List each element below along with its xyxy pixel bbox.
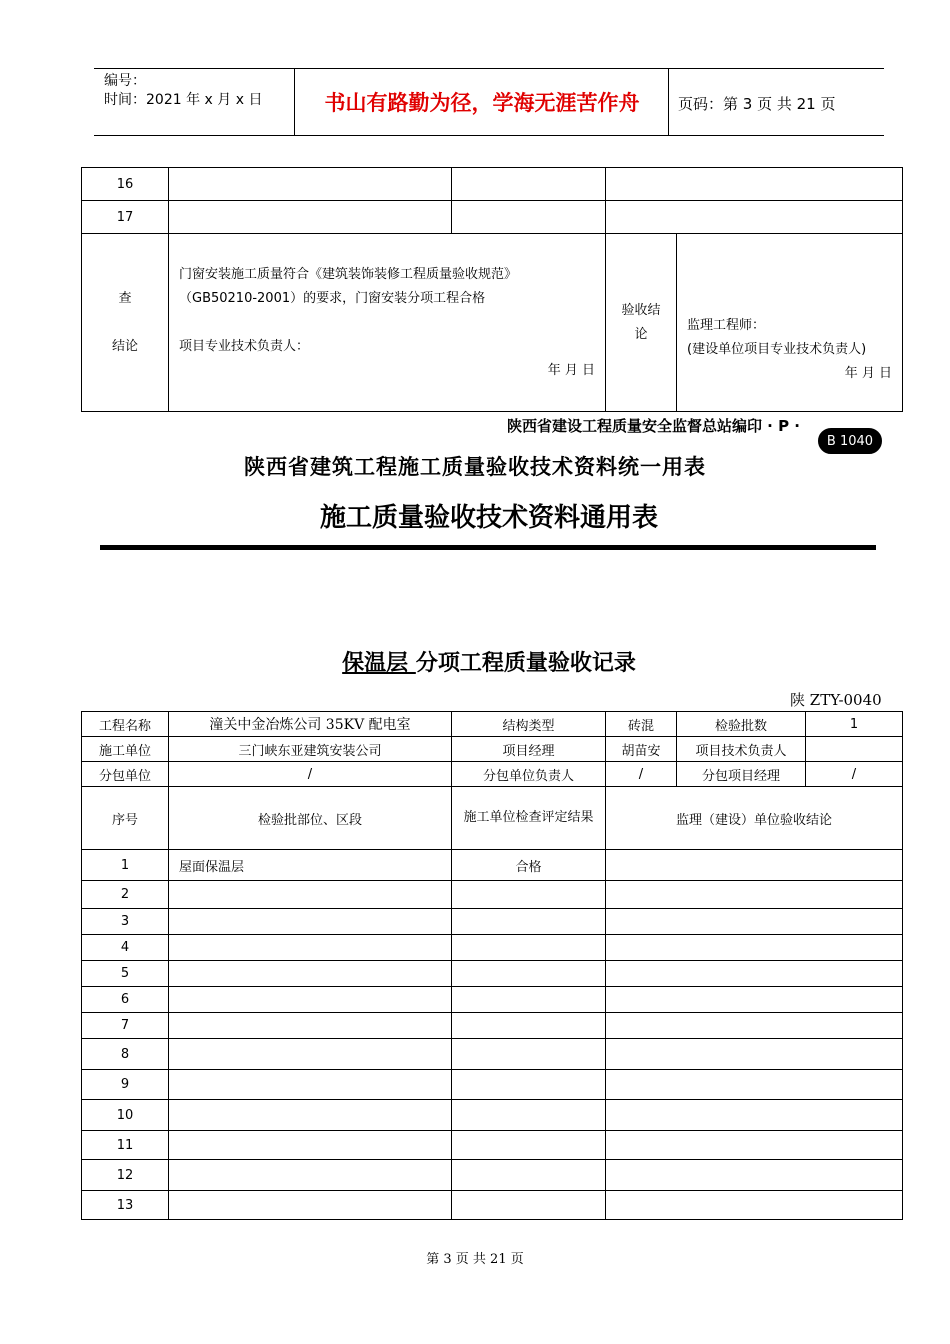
title-rule: [100, 545, 876, 550]
location-cell: [169, 909, 452, 935]
location-cell: [169, 1039, 452, 1070]
table-row: [82, 881, 903, 909]
row-number: 16: [82, 168, 169, 201]
conclusion-label: 结论: [111, 338, 138, 354]
publisher-line: 陕西省建设工程质量安全监督总站编印 · P ·: [506, 417, 800, 435]
cell: [606, 201, 903, 234]
table-row: [82, 1070, 903, 1100]
conclusion-cell: [606, 1013, 903, 1039]
table-row: [82, 1160, 903, 1191]
col-contractor-eval: 施工单位检查评定结果: [452, 787, 606, 850]
seq-cell: 8: [82, 1039, 169, 1070]
batch-count-value: 1: [806, 712, 903, 737]
conclusion-cell: [606, 909, 903, 935]
eval-cell: [452, 881, 606, 909]
conclusion-cell: [606, 1100, 903, 1131]
table-row: [82, 1191, 903, 1220]
header-meta: [104, 72, 262, 110]
project-name-label: 工程名称: [82, 712, 169, 737]
previous-record-table: [81, 167, 903, 412]
signature-label: 项目专业技术负责人：: [179, 338, 310, 354]
title-secondary: 施工质量验收技术资料通用表: [319, 503, 658, 533]
eval-cell: [452, 987, 606, 1013]
eval-cell: 合格: [452, 850, 606, 881]
supervisor-conclusion: [677, 234, 903, 412]
page-footer: 第 3 页 共 21 页: [426, 1252, 524, 1267]
location-cell: [169, 1070, 452, 1100]
eval-cell: [452, 1131, 606, 1160]
cell: [169, 201, 452, 234]
record-title: [0, 646, 950, 677]
check-label: 查: [118, 290, 132, 306]
eval-cell: [452, 1160, 606, 1191]
conclusion-cell: [606, 987, 903, 1013]
cell: [452, 168, 606, 201]
supervisor-sub: (建设单位项目专业技术负责人): [687, 341, 867, 357]
time-label: 时间：2021 年 x 月 x 日: [104, 92, 263, 108]
contractor-label: 施工单位: [82, 737, 169, 762]
location-cell: [169, 961, 452, 987]
eval-cell: [452, 1100, 606, 1131]
form-badge: B 1040: [818, 428, 882, 454]
form-code: 陕 ZTY-0040: [790, 691, 882, 709]
conclusion-cell: [606, 961, 903, 987]
check-conclusion-label: [82, 234, 169, 412]
seq-cell: 1: [82, 850, 169, 881]
sub-value: /: [169, 762, 452, 787]
sub-pm-label: 分包项目经理: [677, 762, 806, 787]
tech-lead-value: [806, 737, 903, 762]
cell: [452, 201, 606, 234]
seq-cell: 6: [82, 987, 169, 1013]
conclusion-cell: [606, 1070, 903, 1100]
col-location: 检验批部位、区段: [169, 787, 452, 850]
col-supervision: 监理（建设）单位验收结论: [606, 787, 903, 850]
project-name: 潼关中金冶炼公司 35KV 配电室: [169, 712, 452, 737]
info-row: [82, 712, 903, 737]
cell: [606, 168, 903, 201]
sub-lead-value: /: [606, 762, 677, 787]
seq-cell: 10: [82, 1100, 169, 1131]
table-row: [82, 961, 903, 987]
conclusion-cell: [606, 935, 903, 961]
seq-cell: 7: [82, 1013, 169, 1039]
table-row: [82, 987, 903, 1013]
cell: [169, 168, 452, 201]
table-row: [82, 935, 903, 961]
conclusion-row: [82, 234, 903, 412]
contractor-conclusion: [169, 234, 606, 412]
column-header-row: [82, 787, 903, 850]
info-row: [82, 737, 903, 762]
page-info: 页码：第 3 页 共 21 页: [678, 95, 836, 113]
sub-label: 分包单位: [82, 762, 169, 787]
record-table: [81, 711, 903, 1220]
supervisor-label: 监理工程师：: [687, 317, 766, 333]
table-row: [82, 1131, 903, 1160]
location-cell: [169, 1013, 452, 1039]
tech-lead-label: 项目技术负责人: [677, 737, 806, 762]
eval-cell: [452, 1013, 606, 1039]
title-primary: 陕西省建筑工程施工质量验收技术资料统一用表: [244, 455, 706, 479]
pm-label: 项目经理: [452, 737, 606, 762]
col-seq: 序号: [82, 787, 169, 850]
seq-cell: 13: [82, 1191, 169, 1220]
location-cell: [169, 1131, 452, 1160]
eval-cell: [452, 935, 606, 961]
seq-cell: 2: [82, 881, 169, 909]
table-row: [82, 1013, 903, 1039]
eval-cell: [452, 961, 606, 987]
location-cell: [169, 935, 452, 961]
table-row: [82, 909, 903, 935]
eval-cell: [452, 1070, 606, 1100]
accept-conclusion-label: 验收结论: [606, 234, 677, 412]
seq-cell: 9: [82, 1070, 169, 1100]
contractor-value: 三门峡东亚建筑安装公司: [169, 737, 452, 762]
table-row: [82, 1100, 903, 1131]
conclusion-cell: [606, 1191, 903, 1220]
item-rows: [82, 850, 903, 1220]
number-label: 编号：: [104, 73, 146, 89]
conclusion-line: （GB50210-2001）的要求，门窗安装分项工程合格: [179, 290, 486, 306]
record-title-rest: 分项工程质量验收记录: [415, 651, 636, 676]
row-number: 17: [82, 201, 169, 234]
location-cell: [169, 1160, 452, 1191]
info-row: [82, 762, 903, 787]
sub-pm-value: /: [806, 762, 903, 787]
date-label: 年 月 日: [844, 365, 892, 381]
batch-count-label: 检验批数: [677, 712, 806, 737]
date-label: 年 月 日: [547, 362, 595, 378]
table-row: [82, 168, 903, 201]
location-cell: [169, 881, 452, 909]
conclusion-cell: [606, 1131, 903, 1160]
seq-cell: 5: [82, 961, 169, 987]
conclusion-cell: [606, 1039, 903, 1070]
location-cell: 屋面保温层: [169, 850, 452, 881]
table-row: [82, 201, 903, 234]
motto: 书山有路勤为径，学海无涯苦作舟: [324, 90, 640, 115]
seq-cell: 4: [82, 935, 169, 961]
conclusion-cell: [606, 1160, 903, 1191]
eval-cell: [452, 1191, 606, 1220]
sub-lead-label: 分包单位负责人: [452, 762, 606, 787]
location-cell: [169, 1191, 452, 1220]
conclusion-cell: [606, 881, 903, 909]
seq-cell: 12: [82, 1160, 169, 1191]
seq-cell: 3: [82, 909, 169, 935]
header-divider: [294, 68, 295, 136]
eval-cell: [452, 1039, 606, 1070]
conclusion-cell: [606, 850, 903, 881]
conclusion-line: 门窗安装施工质量符合《建筑装饰装修工程质量验收规范》: [179, 266, 518, 282]
header-divider: [668, 68, 669, 136]
structure-value: 砖混: [606, 712, 677, 737]
pm-value: 胡苗安: [606, 737, 677, 762]
structure-label: 结构类型: [452, 712, 606, 737]
eval-cell: [452, 909, 606, 935]
location-cell: [169, 1100, 452, 1131]
location-cell: [169, 987, 452, 1013]
table-row: [82, 850, 903, 881]
record-title-subject: 保温层: [342, 651, 416, 676]
table-row: [82, 1039, 903, 1070]
seq-cell: 11: [82, 1131, 169, 1160]
